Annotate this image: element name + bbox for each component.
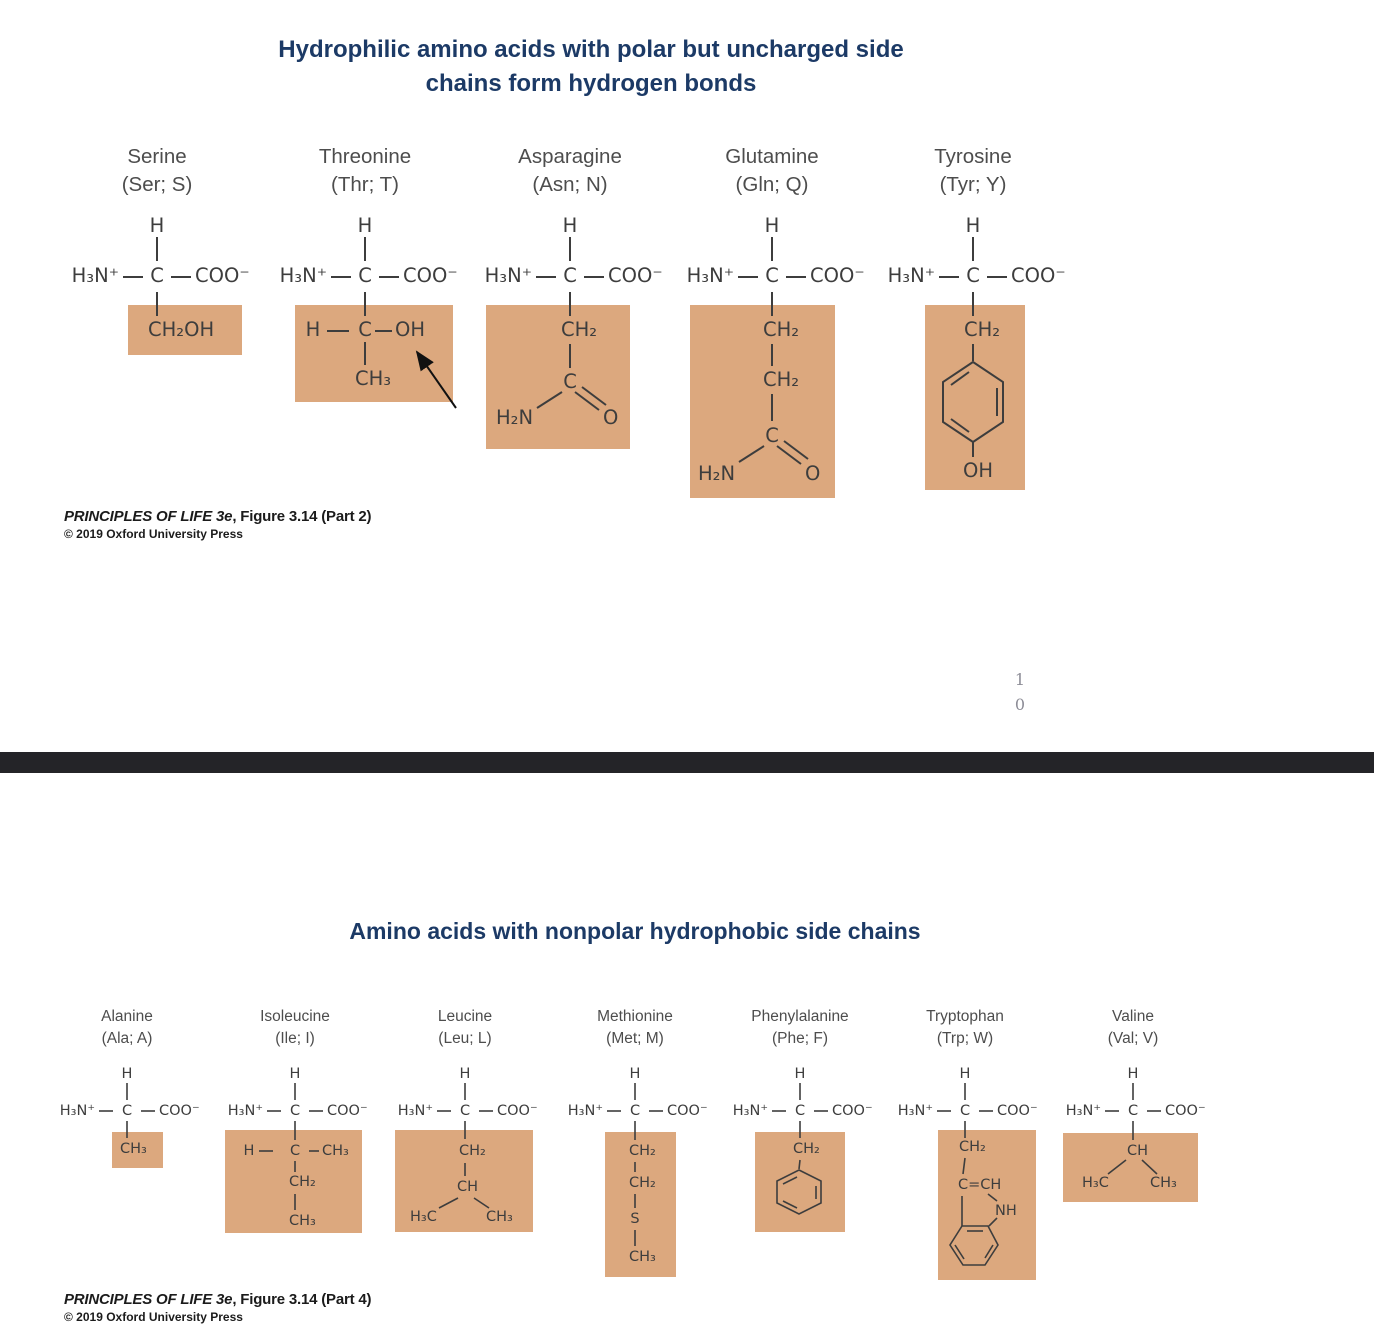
amino-acid-asparagine xyxy=(470,140,670,560)
bond-lines xyxy=(672,140,872,560)
carboxyl-group: COO⁻ xyxy=(159,1103,200,1119)
amino-acid-name: Valine xyxy=(1112,1008,1154,1025)
indole-c-ch: C=CH xyxy=(958,1177,1002,1193)
amino-acid-abbr: (Trp; W) xyxy=(936,1030,994,1047)
alpha-hydrogen: H xyxy=(1127,1066,1139,1082)
bond-lines xyxy=(470,140,670,560)
amino-group: H₃N⁺ xyxy=(397,1103,433,1119)
amino-group: H₃N⁺ xyxy=(732,1103,768,1119)
amino-acid-alanine xyxy=(47,1008,207,1298)
amino-acid-abbr: (Ile; I) xyxy=(275,1030,315,1047)
amino-group: H₃N⁺ xyxy=(279,264,327,287)
credit-figure: , Figure 3.14 (Part 4) xyxy=(232,1291,372,1308)
alpha-hydrogen: H xyxy=(289,1066,301,1082)
methylene-group: CH₂ xyxy=(629,1175,656,1191)
amino-group: H₃N⁺ xyxy=(484,264,532,287)
alpha-carbon: C xyxy=(121,1103,133,1119)
bond-lines xyxy=(265,140,465,560)
slide2-title: Amino acids with nonpolar hydrophobic side chains xyxy=(349,918,921,944)
amino-acid-name: Phenylalanine xyxy=(751,1008,849,1025)
amino-acid-valine xyxy=(1053,1008,1213,1298)
amide-group: H₂N xyxy=(698,462,736,485)
amino-acid-abbr: (Phe; F) xyxy=(772,1030,828,1047)
amino-acid-name: Alanine xyxy=(101,1008,153,1025)
alpha-carbon: C xyxy=(289,1103,301,1119)
amino-acid-abbr: (Leu; L) xyxy=(438,1030,492,1047)
amino-acid-tryptophan xyxy=(885,1008,1045,1298)
amino-group: H₃N⁺ xyxy=(567,1103,603,1119)
credit-book-title: PRINCIPLES OF LIFE 3e xyxy=(64,1291,233,1308)
alpha-hydrogen: H xyxy=(794,1066,806,1082)
amino-acid-name: Asparagine xyxy=(518,145,622,168)
methyl-group: CH₃ xyxy=(486,1209,513,1225)
amide-group: H₂N xyxy=(496,406,534,429)
slide-divider xyxy=(0,752,1374,773)
amino-group: H₃N⁺ xyxy=(1065,1103,1101,1119)
credit-book-title: PRINCIPLES OF LIFE 3e xyxy=(64,508,233,525)
credit-copyright: © 2019 Oxford University Press xyxy=(64,527,243,541)
alpha-hydrogen: H xyxy=(764,214,780,237)
side-carbon: C xyxy=(358,318,372,341)
amino-acid-leucine xyxy=(385,1008,545,1298)
methyl-group: H₃C xyxy=(410,1209,437,1225)
pointer-arrow xyxy=(417,352,456,408)
slide1-credit xyxy=(64,508,371,541)
credit-copyright: © 2019 Oxford University Press xyxy=(64,1310,243,1324)
amino-acid-abbr: (Val; V) xyxy=(1107,1030,1159,1047)
carbonyl-oxygen: O xyxy=(603,406,619,429)
alpha-hydrogen: H xyxy=(959,1066,971,1082)
amino-group: H₃N⁺ xyxy=(59,1103,95,1119)
page-number-digit: 1 xyxy=(1014,670,1026,689)
credit-line xyxy=(64,508,371,525)
carbonyl-carbon: C xyxy=(563,370,577,393)
slide1-title-line2: chains form hydrogen bonds xyxy=(425,70,757,97)
carboxyl-group: COO⁻ xyxy=(832,1103,873,1119)
carbonyl-oxygen: O xyxy=(805,462,821,485)
carboxyl-group: COO⁻ xyxy=(608,264,663,287)
alpha-carbon: C xyxy=(794,1103,806,1119)
credit-figure: , Figure 3.14 (Part 2) xyxy=(232,508,372,525)
alpha-hydrogen: H xyxy=(562,214,578,237)
alpha-hydrogen: H xyxy=(121,1066,133,1082)
hydroxyl-group: OH xyxy=(395,318,426,341)
carboxyl-group: COO⁻ xyxy=(195,264,250,287)
amino-acid-methionine xyxy=(555,1008,715,1298)
methyl-group: CH₃ xyxy=(120,1141,147,1157)
methyl-group: H₃C xyxy=(1082,1175,1109,1191)
methyl-group: CH₃ xyxy=(322,1143,349,1159)
carboxyl-group: COO⁻ xyxy=(997,1103,1038,1119)
alpha-hydrogen: H xyxy=(965,214,981,237)
carboxyl-group: COO⁻ xyxy=(810,264,865,287)
alpha-carbon: C xyxy=(1127,1103,1139,1119)
methine-group: CH xyxy=(1127,1143,1149,1159)
amino-acid-abbr: (Thr; T) xyxy=(331,173,399,196)
amino-acid-isoleucine xyxy=(215,1008,375,1298)
amino-group: H₃N⁺ xyxy=(897,1103,933,1119)
carboxyl-group: COO⁻ xyxy=(1011,264,1066,287)
carboxyl-group: COO⁻ xyxy=(1165,1103,1206,1119)
page-number-digit: 0 xyxy=(1014,695,1026,714)
methylene-group: CH₂ xyxy=(763,318,800,341)
carboxyl-group: COO⁻ xyxy=(497,1103,538,1119)
amino-acid-abbr: (Ala; A) xyxy=(101,1030,153,1047)
page-number xyxy=(1012,667,1028,717)
amino-acid-abbr: (Met; M) xyxy=(606,1030,664,1047)
alpha-carbon: C xyxy=(959,1103,971,1119)
amino-acid-abbr: (Tyr; Y) xyxy=(939,173,1007,196)
slide1-title xyxy=(0,33,1182,101)
methyl-group: CH₃ xyxy=(355,367,392,390)
amino-acid-name: Isoleucine xyxy=(260,1008,330,1025)
methylene-group: CH₂ xyxy=(459,1143,486,1159)
benzene-ring xyxy=(943,362,1003,442)
amino-group: H₃N⁺ xyxy=(227,1103,263,1119)
methine-group: CH xyxy=(457,1179,479,1195)
bond-lines xyxy=(57,140,257,560)
methyl-group: CH₃ xyxy=(629,1249,656,1265)
slide2-credit xyxy=(64,1291,371,1324)
amino-acid-name: Serine xyxy=(127,145,187,168)
alpha-carbon: C xyxy=(563,264,577,287)
amino-acid-glutamine xyxy=(672,140,872,560)
amino-acid-abbr: (Asn; N) xyxy=(532,173,608,196)
amino-acid-serine xyxy=(57,140,257,560)
side-h: H xyxy=(305,318,321,341)
credit-line xyxy=(64,1291,371,1308)
alpha-carbon: C xyxy=(765,264,779,287)
amino-acid-phenylalanine xyxy=(720,1008,880,1298)
alpha-carbon: C xyxy=(150,264,164,287)
bond-lines xyxy=(873,140,1073,560)
methylene-group: CH₂ xyxy=(561,318,598,341)
side-h: H xyxy=(243,1143,255,1159)
carboxyl-group: COO⁻ xyxy=(667,1103,708,1119)
hydroxyl-group: OH xyxy=(963,459,994,482)
side-chain-group: CH₂OH xyxy=(148,318,215,341)
indole-nh: NH xyxy=(995,1203,1017,1219)
amino-group: H₃N⁺ xyxy=(686,264,734,287)
alpha-hydrogen: H xyxy=(149,214,165,237)
amino-acid-abbr: (Gln; Q) xyxy=(735,173,809,196)
alpha-carbon: C xyxy=(358,264,372,287)
alpha-hydrogen: H xyxy=(629,1066,641,1082)
amino-group: H₃N⁺ xyxy=(71,264,119,287)
sulfur-atom: S xyxy=(630,1211,640,1227)
amino-acid-name: Leucine xyxy=(437,1008,493,1025)
amino-acid-tyrosine xyxy=(873,140,1073,560)
methylene-group: CH₂ xyxy=(763,368,800,391)
alpha-hydrogen: H xyxy=(459,1066,471,1082)
methyl-group: CH₃ xyxy=(289,1213,316,1229)
amino-acid-threonine xyxy=(265,140,465,560)
amino-group: H₃N⁺ xyxy=(887,264,935,287)
amino-acid-name: Threonine xyxy=(318,145,412,168)
side-carbon: C xyxy=(289,1143,301,1159)
slide1-title-line1: Hydrophilic amino acids with polar but uncharged side xyxy=(278,36,904,63)
amino-acid-name: Tyrosine xyxy=(934,145,1012,168)
alpha-carbon: C xyxy=(966,264,980,287)
methylene-group: CH₂ xyxy=(793,1141,820,1157)
alpha-carbon: C xyxy=(459,1103,471,1119)
carboxyl-group: COO⁻ xyxy=(403,264,458,287)
amino-acid-name: Tryptophan xyxy=(926,1008,1004,1025)
carbonyl-carbon: C xyxy=(765,424,779,447)
methylene-group: CH₂ xyxy=(629,1143,656,1159)
slide-2 xyxy=(0,773,1374,1333)
benzene-ring xyxy=(950,1226,998,1265)
amino-acid-name: Methionine xyxy=(597,1008,673,1025)
carboxyl-group: COO⁻ xyxy=(327,1103,368,1119)
methylene-group: CH₂ xyxy=(289,1174,316,1190)
methylene-group: CH₂ xyxy=(964,318,1001,341)
alpha-hydrogen: H xyxy=(357,214,373,237)
benzene-ring xyxy=(777,1170,821,1214)
alpha-carbon: C xyxy=(629,1103,641,1119)
methyl-group: CH₃ xyxy=(1150,1175,1177,1191)
amino-acid-abbr: (Ser; S) xyxy=(121,173,193,196)
methylene-group: CH₂ xyxy=(959,1139,986,1155)
amino-acid-name: Glutamine xyxy=(725,145,819,168)
